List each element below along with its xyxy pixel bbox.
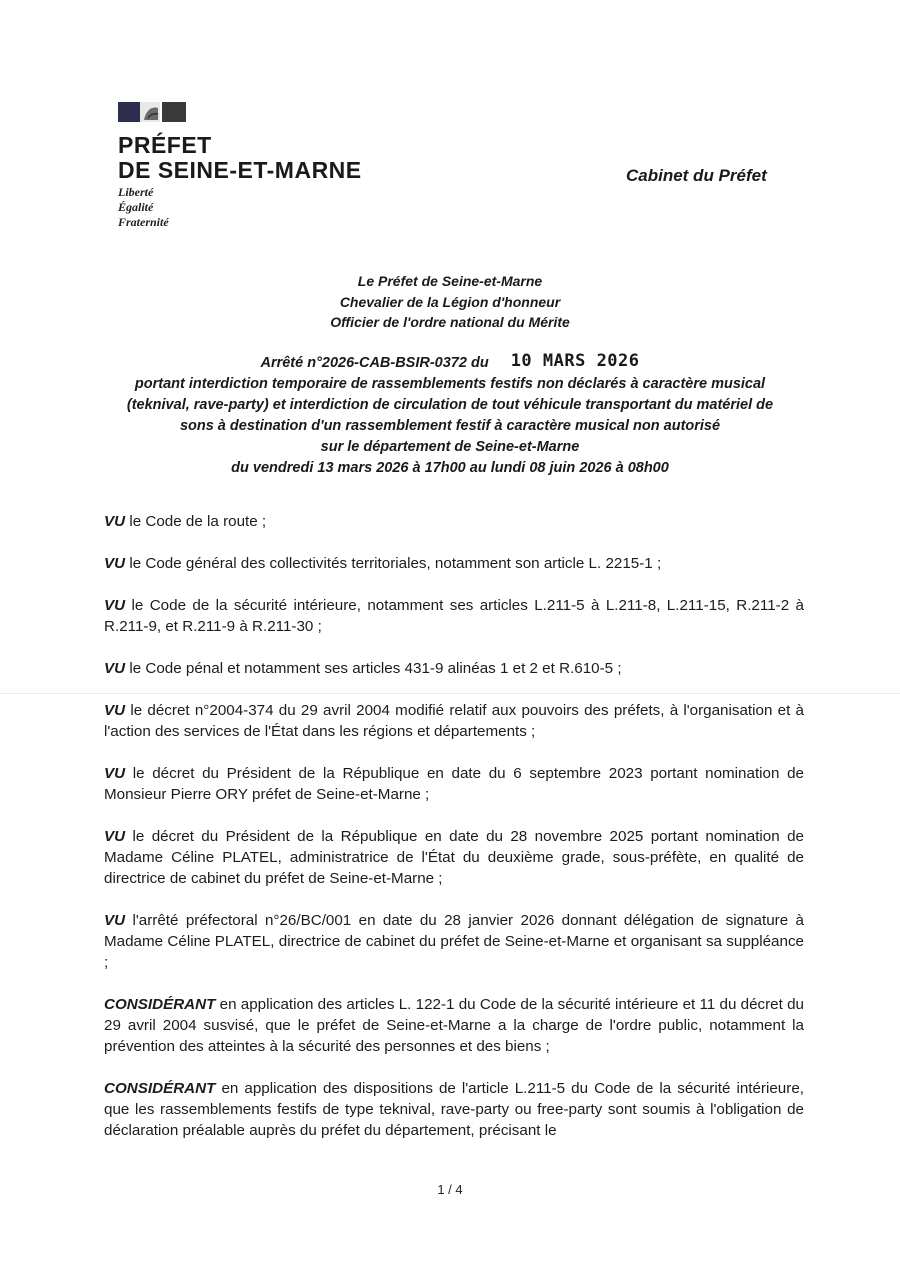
visa-paragraph (104, 700, 804, 742)
prefect-title-line: Chevalier de la Légion d'honneur (339, 293, 561, 310)
visa-text: le Code général des collectivités territoriales, notamment son article L. 2215-1 ; (129, 555, 662, 572)
visa-keyword: VU (104, 912, 126, 929)
visa-text: le Code de la sécurité intérieure, notamment ses articles L.211-5 à L.211-8, L.211-15, R.211-2 à R.211-9, et R.211-9 à R.211-30 ; (104, 597, 804, 635)
visa-paragraph (104, 658, 804, 679)
visa-paragraph (104, 511, 804, 532)
motto-egalite: Égalité (118, 200, 154, 214)
considerant-keyword: CONSIDÉRANT (104, 1080, 216, 1097)
visa-text: le décret du Président de la République en date du 6 septembre 2023 portant nomination de Monsieur Pierre ORY préfet de Seine-et-Marne ; (104, 765, 804, 803)
arrete-subject-line: portant interdiction temporaire de rassemblements festifs non déclarés à caractère musical (134, 376, 766, 392)
arrete-subject-line: (teknival, rave-party) et interdiction de circulation de tout véhicule transportant du matériel de (126, 397, 774, 413)
considerant-keyword: CONSIDÉRANT (104, 996, 216, 1013)
considerant-text: en application des articles L. 122-1 du Code de la sécurité intérieure et 11 du décret du 29 avril 2004 susvisé, que le préfet de Seine-et-Marne a la charge de l'ordre public, notamment la prévention des atteintes à la sécurité des personnes et des biens ; (104, 996, 804, 1055)
prefect-title-line: Officier de l'ordre national du Mérite (330, 314, 570, 330)
prefecture-title-line1: PRÉFET (118, 132, 212, 158)
motto-liberte: Liberté (118, 185, 154, 199)
visa-text: le décret n°2004-374 du 29 avril 2004 modifié relatif aux pouvoirs des préfets, à l'organisation et à l'action des services de l'État dans les régions et départements ; (104, 702, 804, 740)
visa-keyword: VU (104, 702, 126, 719)
visa-keyword: VU (104, 513, 126, 530)
arrete-number-line (80, 351, 820, 374)
visa-keyword: VU (104, 555, 126, 572)
motto-fraternite: Fraternité (118, 215, 169, 229)
arrete-subject-line: sur le département de Seine-et-Marne (320, 439, 580, 455)
arrete-number: Arrêté n°2026-CAB-BSIR-0372 du (260, 355, 489, 371)
arrete-heading (80, 351, 820, 479)
visa-paragraph (104, 826, 804, 889)
visa-paragraph (104, 910, 804, 973)
date-stamp: 10 MARS 2026 (510, 351, 640, 371)
visa-keyword: VU (104, 828, 126, 845)
prefect-titles (80, 271, 820, 333)
considerant-paragraph (104, 1078, 804, 1141)
visa-paragraph (104, 595, 804, 637)
visa-text: le décret du Président de la République en date du 28 novembre 2025 portant nomination de Madame Céline PLATEL, administratrice de l'État du deuxième grade, sous-préfète, en qualité de directrice de cabinet du préfet de Seine-et-Marne ; (104, 828, 804, 887)
arrete-period-line: du vendredi 13 mars 2026 à 17h00 au lundi 08 juin 2026 à 08h00 (231, 460, 669, 476)
prefect-title-line: Le Préfet de Seine-et-Marne (357, 273, 543, 289)
visa-keyword: VU (104, 597, 126, 614)
visas-section (104, 511, 804, 1141)
marianne-logo-icon (118, 100, 186, 124)
prefecture-title (118, 133, 362, 183)
visa-text: le Code pénal et notamment ses articles 431-9 alinéas 1 et 2 et R.610-5 ; (129, 660, 622, 677)
considerant-text: en application des dispositions de l'article L.211-5 du Code de la sécurité intérieure, que les rassemblements festifs de type teknival, rave-party ou free-party sont soumis à l'obligation de déclaration préalable auprès du préfet du département, précisant le (104, 1080, 804, 1139)
cabinet-label: Cabinet du Préfet (626, 166, 767, 185)
visa-paragraph (104, 763, 804, 805)
visa-paragraph (104, 553, 804, 574)
visa-text: l'arrêté préfectoral n°26/BC/001 en date du 28 janvier 2026 donnant délégation de signature à Madame Céline PLATEL, directrice de cabinet du préfet de Seine-et-Marne et organisant sa suppléance ; (104, 912, 804, 971)
page-number: 1 / 4 (437, 1182, 463, 1197)
republic-motto (118, 185, 169, 230)
considerant-paragraph (104, 994, 804, 1057)
prefecture-title-line2: DE SEINE-ET-MARNE (118, 157, 362, 183)
visa-text: le Code de la route ; (129, 513, 267, 530)
visa-keyword: VU (104, 765, 126, 782)
visa-keyword: VU (104, 660, 126, 677)
arrete-subject-line: sons à destination d'un rassemblement festif à caractère musical non autorisé (179, 418, 721, 434)
